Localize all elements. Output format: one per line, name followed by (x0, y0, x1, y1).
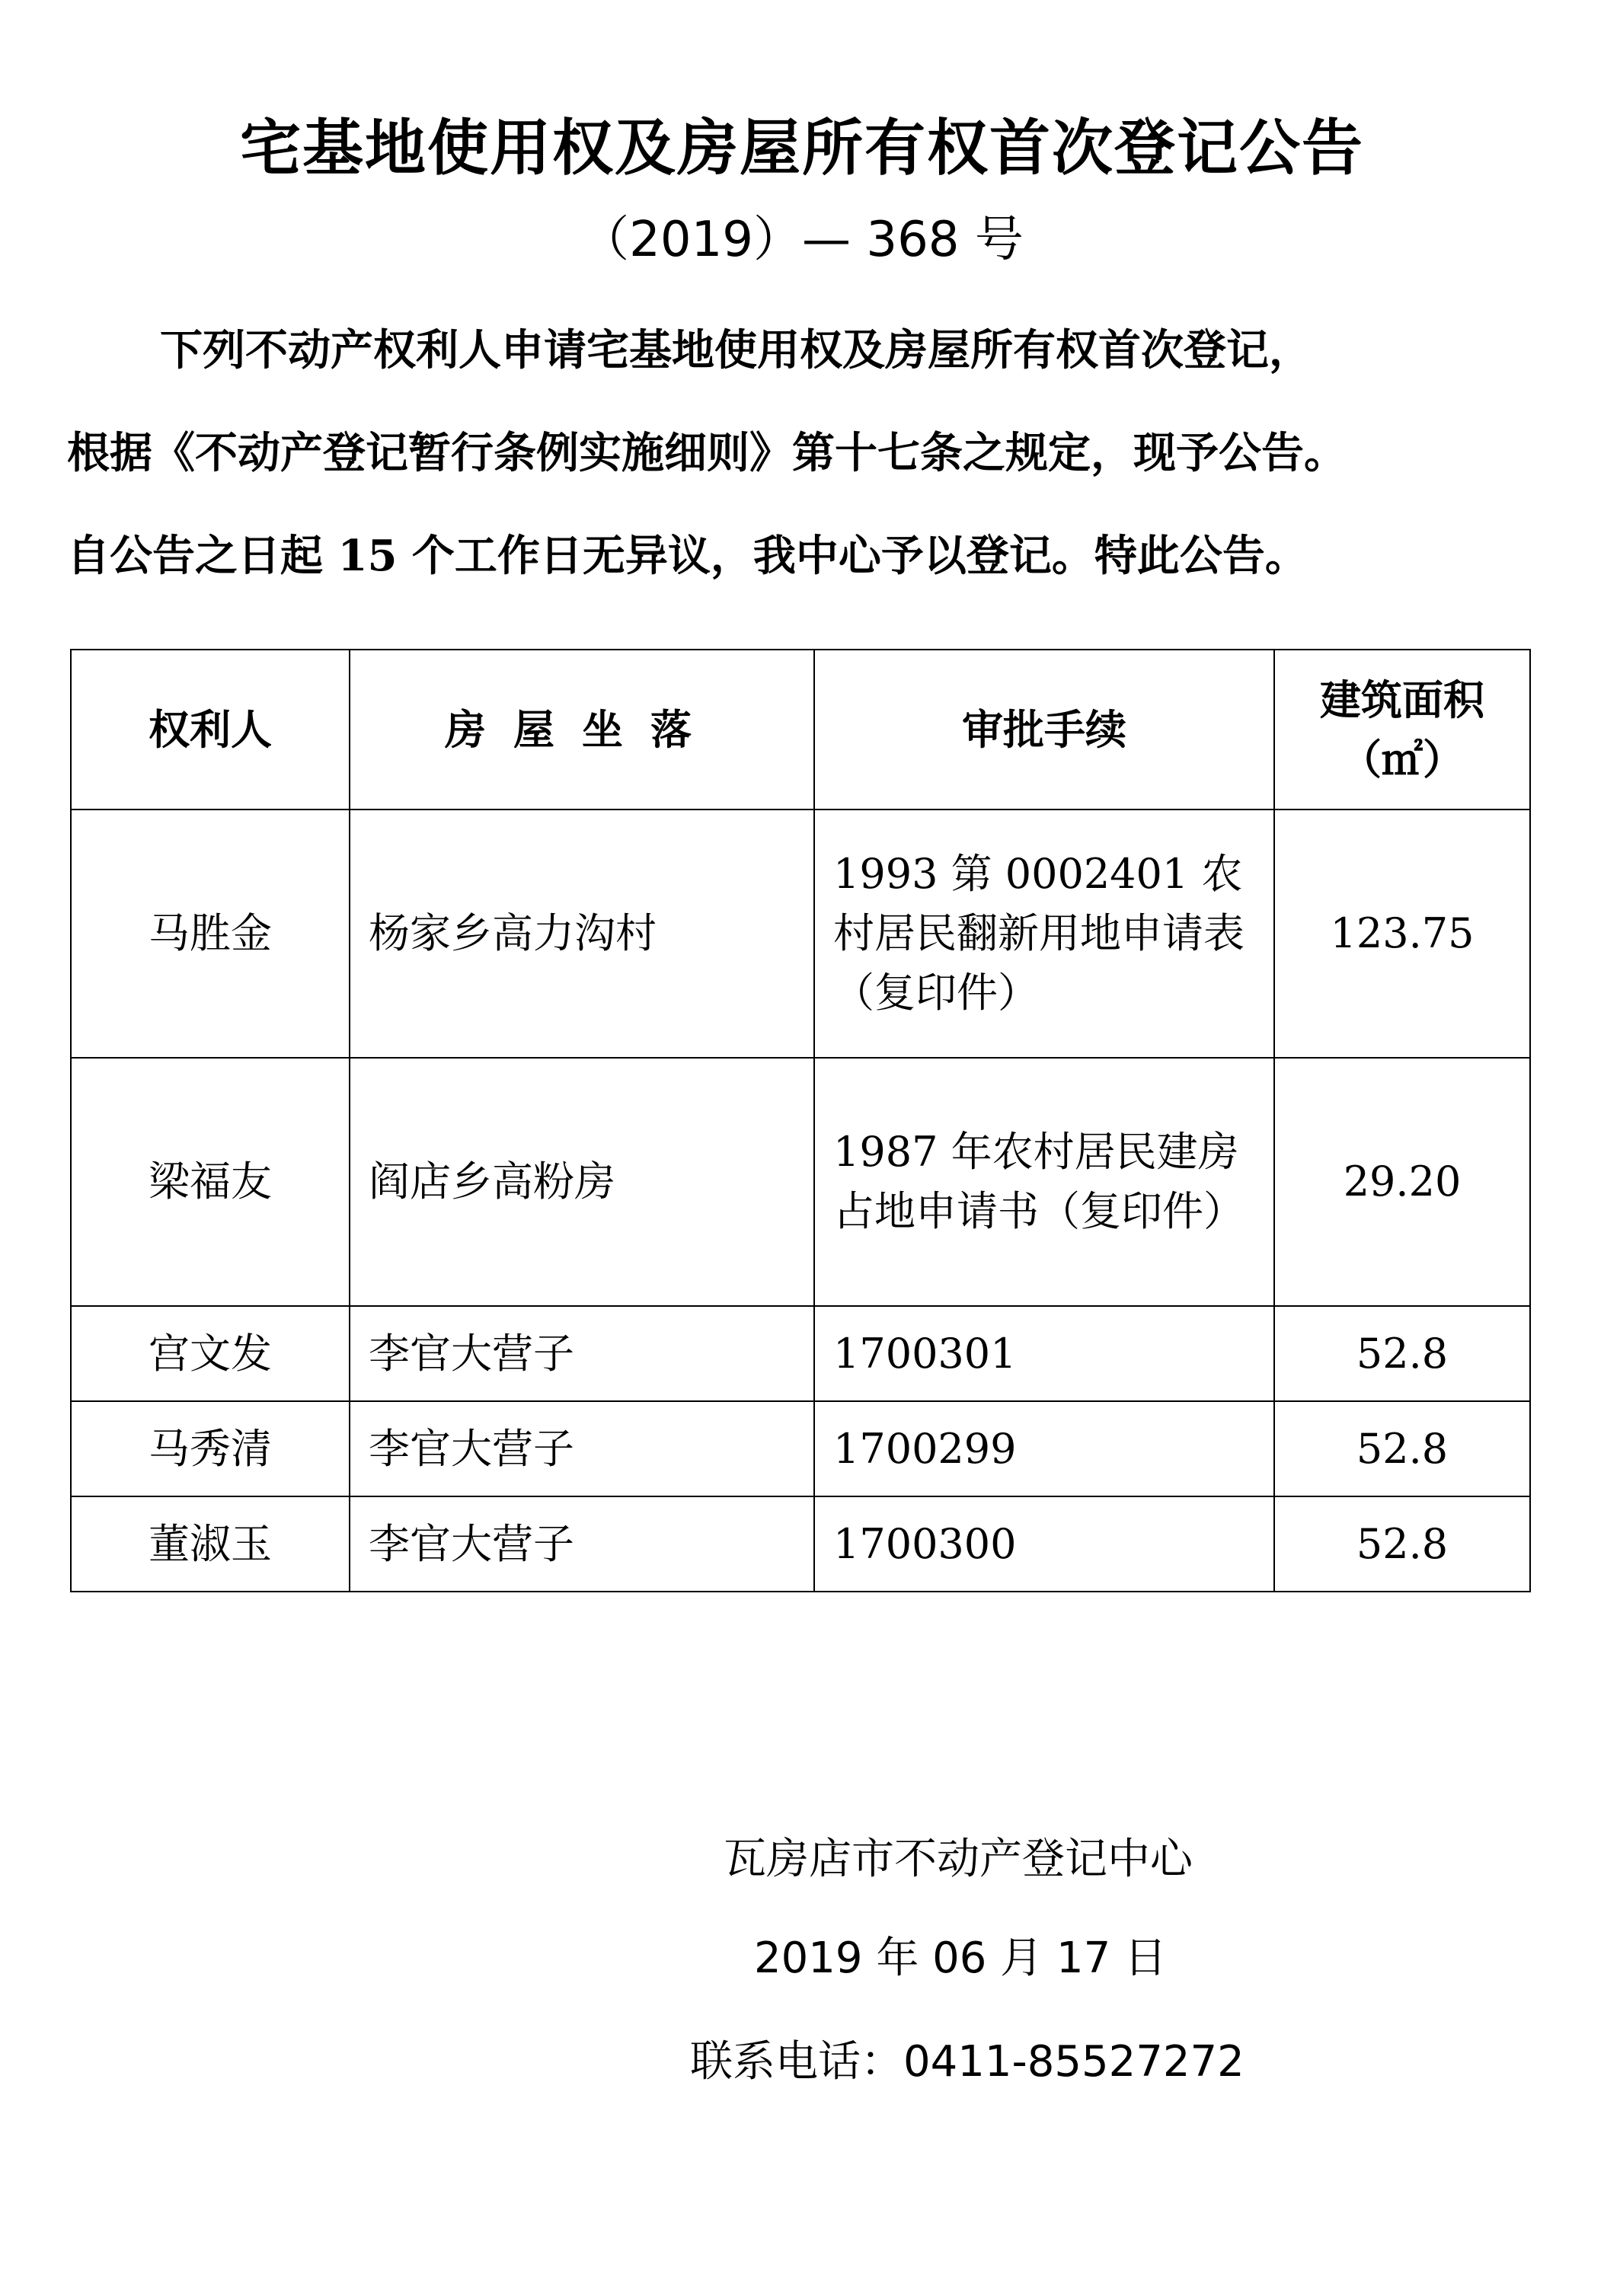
issuer-name: 瓦房店市不动产登记中心 (724, 1835, 1193, 1884)
cell-holder: 梁福友 (71, 1058, 350, 1306)
header-holder: 权利人 (71, 650, 350, 810)
table-row (71, 1058, 1530, 1306)
cell-approval: 1700299 (814, 1401, 1274, 1496)
cell-approval: 1993 第 0002401 农村居民翻新用地申请表（复印件） (814, 810, 1274, 1058)
cell-holder: 董淑玉 (71, 1496, 350, 1592)
header-area-label: 建筑面积 (1320, 675, 1484, 724)
cell-holder: 马胜金 (71, 810, 350, 1058)
notice-body-line-1: 下列不动产权利人申请宅基地使用权及房屋所有权首次登记， (160, 325, 1312, 375)
cell-area: 52.8 (1274, 1306, 1530, 1401)
cell-holder: 宫文发 (71, 1306, 350, 1401)
notice-body-line-3: 自公告之日起 15 个工作日无异议，我中心予以登记。特此公告。 (67, 531, 1308, 581)
cell-holder: 马秀清 (71, 1401, 350, 1496)
contact-phone: 联系电话：0411-85527272 (690, 2037, 1245, 2087)
cell-approval: 1700301 (814, 1306, 1274, 1401)
header-area (1274, 650, 1530, 810)
cell-approval: 1987 年农村居民建房占地申请书（复印件） (814, 1058, 1274, 1306)
header-approval: 审批手续 (814, 650, 1274, 810)
cell-location: 李官大营子 (350, 1401, 814, 1496)
cell-location: 阎店乡高粉房 (350, 1058, 814, 1306)
table-header-row (71, 650, 1530, 810)
cell-location: 李官大营子 (350, 1496, 814, 1592)
cell-approval: 1700300 (814, 1496, 1274, 1592)
notice-number: （2019）— 368 号 (580, 212, 1024, 268)
table-row (71, 1401, 1530, 1496)
notice-title: 宅基地使用权及房屋所有权首次登记公告 (240, 113, 1364, 184)
header-location: 房屋坐落 (350, 650, 814, 810)
notice-body-line-2: 根据《不动产登记暂行条例实施细则》第十七条之规定，现予公告。 (67, 428, 1347, 478)
table-row (71, 810, 1530, 1058)
cell-area: 52.8 (1274, 1496, 1530, 1592)
cell-location: 李官大营子 (350, 1306, 814, 1401)
cell-area: 29.20 (1274, 1058, 1530, 1306)
issue-date: 2019 年 06 月 17 日 (754, 1934, 1168, 1983)
cell-area: 123.75 (1274, 810, 1530, 1058)
table-row (71, 1306, 1530, 1401)
table-row (71, 1496, 1530, 1592)
header-area-unit: （㎡） (1340, 735, 1464, 784)
cell-area: 52.8 (1274, 1401, 1530, 1496)
cell-location: 杨家乡高力沟村 (350, 810, 814, 1058)
registration-table (70, 649, 1531, 1592)
